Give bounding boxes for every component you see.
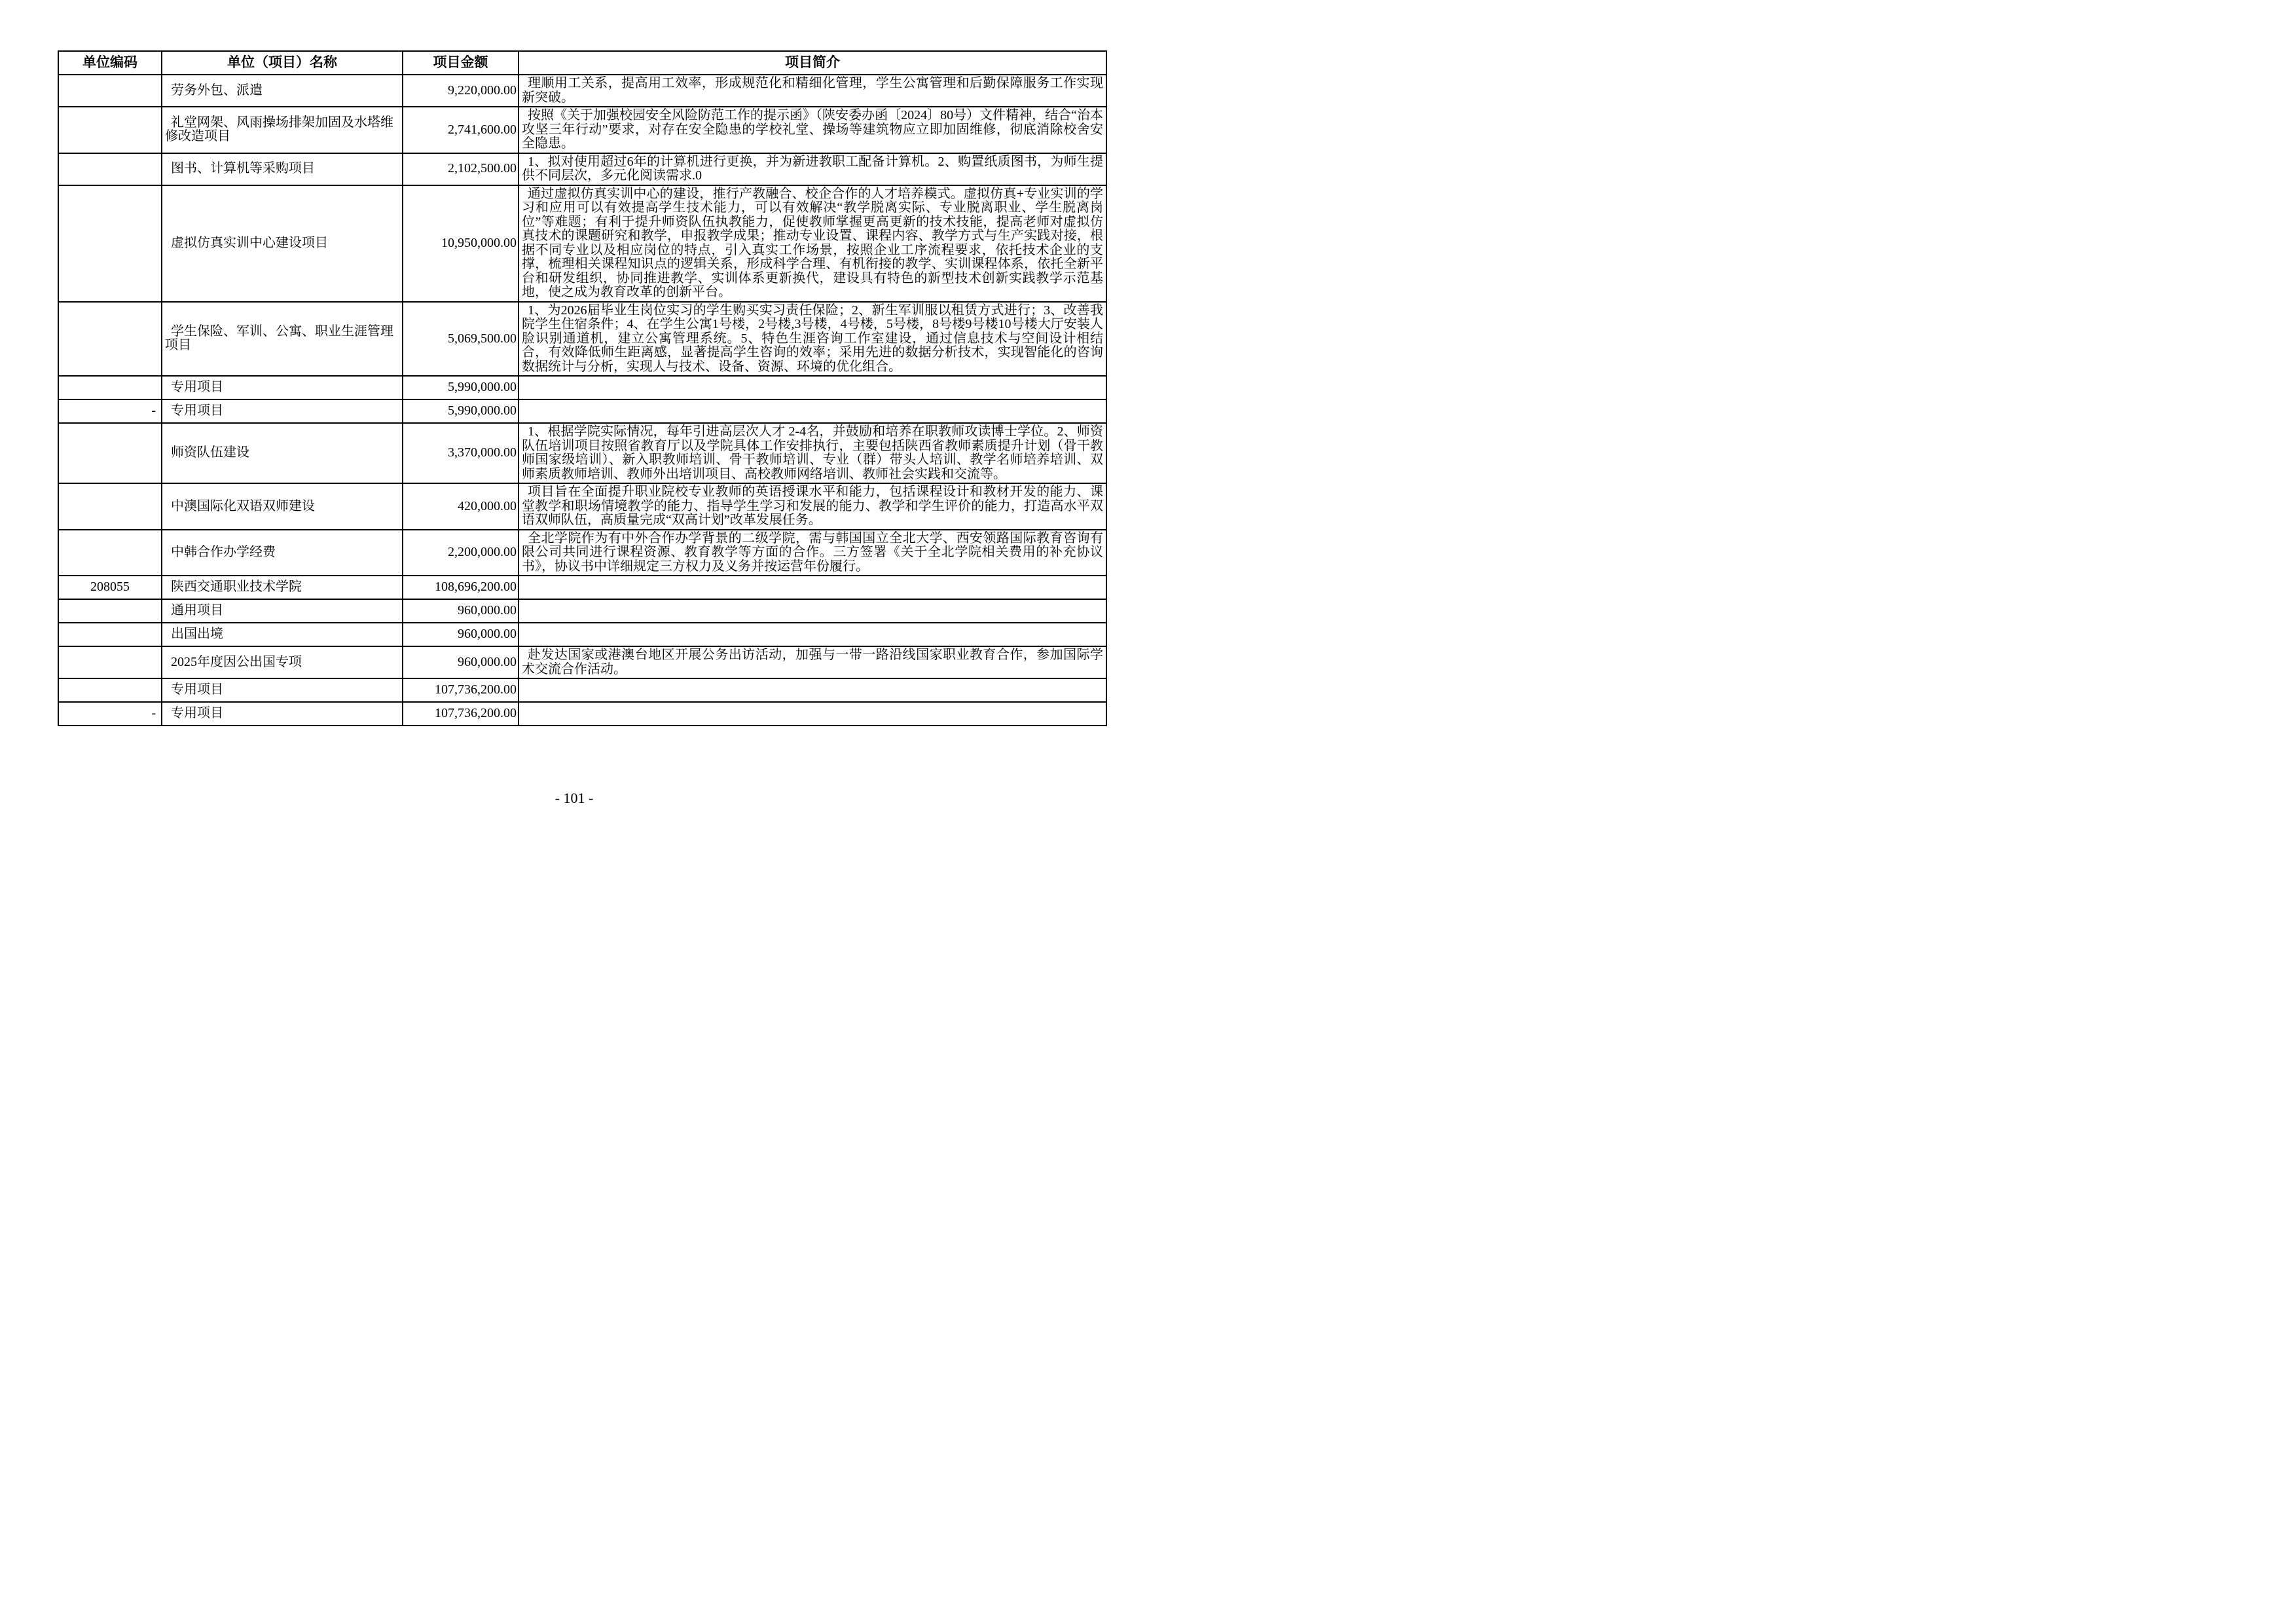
cell-project-amount: 2,102,500.00 [403, 153, 519, 185]
table-row [58, 576, 1106, 599]
cell-unit-project-name: 专用项目 [162, 376, 403, 399]
cell-project-description: 项目旨在全面提升职业院校专业教师的英语授课水平和能力，包括课程设计和教材开发的能力、课堂教学和职场情境教学的能力、指导学生学习和发展的能力、教学和学生评价的能力，打造高水平双语双师队伍，高质量完成“双高计划”改革发展任务。 [519, 483, 1106, 530]
document-page [0, 0, 1148, 812]
cell-project-amount: 2,741,600.00 [403, 107, 519, 153]
cell-unit-code [58, 623, 162, 646]
cell-project-description [519, 376, 1106, 399]
cell-unit-code [58, 153, 162, 185]
cell-project-description: 赴发达国家或港澳台地区开展公务出访活动，加强与一带一路沿线国家职业教育合作，参加国际学术交流合作活动。 [519, 646, 1106, 678]
cell-project-description: 1、拟对使用超过6年的计算机进行更换，并为新进教职工配备计算机。2、购置纸质图书，为师生提供不同层次，多元化阅读需求.0 [519, 153, 1106, 185]
table-row [58, 599, 1106, 623]
cell-project-description: 1、为2026届毕业生岗位实习的学生购买实习责任保险；2、新生军训服以租赁方式进行；3、改善我院学生住宿条件；4、在学生公寓1号楼，2号楼,3号楼，4号楼，5号楼，8号楼9号楼10号楼大厅安装人脸识别通道机，建立公寓管理系统。5、特色生涯咨询工作室建设，通过信息技术与空间设计相结合，有效降低师生距离感，显著提高学生咨询的效率；采用先进的数据分析技术，实现智能化的咨询数据统计与分析，实现人与技术、设备、资源、环境的优化组合。 [519, 302, 1106, 377]
cell-project-description: 按照《关于加强校园安全风险防范工作的提示函》（陕安委办函〔2024〕80号）文件精神，结合“治本攻坚三年行动”要求，对存在安全隐患的学校礼堂、操场等建筑物应立即加固维修，彻底消除校舍安全隐患。 [519, 107, 1106, 153]
cell-unit-project-name: 陕西交通职业技术学院 [162, 576, 403, 599]
cell-project-amount: 420,000.00 [403, 483, 519, 530]
budget-project-table [58, 50, 1107, 726]
table-row [58, 646, 1106, 678]
cell-unit-project-name: 通用项目 [162, 599, 403, 623]
cell-unit-project-name: 中澳国际化双语双师建设 [162, 483, 403, 530]
cell-project-amount: 107,736,200.00 [403, 702, 519, 726]
table-row [58, 483, 1106, 530]
table-row [58, 75, 1106, 107]
cell-unit-code [58, 678, 162, 702]
table-row [58, 376, 1106, 399]
page-number: - 101 - [555, 790, 594, 806]
cell-project-amount: 960,000.00 [403, 599, 519, 623]
cell-unit-project-name: 专用项目 [162, 702, 403, 726]
table-row [58, 678, 1106, 702]
cell-project-description [519, 623, 1106, 646]
table-row [58, 530, 1106, 576]
header-project-amount: 项目金额 [403, 51, 519, 75]
cell-project-amount: 5,069,500.00 [403, 302, 519, 377]
cell-project-amount: 3,370,000.00 [403, 423, 519, 483]
cell-unit-code: 208055 [58, 576, 162, 599]
table-row [58, 702, 1106, 726]
cell-unit-code [58, 646, 162, 678]
cell-unit-project-name: 图书、计算机等采购项目 [162, 153, 403, 185]
cell-unit-code [58, 376, 162, 399]
cell-unit-project-name: 学生保险、军训、公寓、职业生涯管理项目 [162, 302, 403, 377]
table-row [58, 399, 1106, 423]
cell-project-amount: 960,000.00 [403, 623, 519, 646]
table-header-row [58, 51, 1106, 75]
table-row [58, 153, 1106, 185]
cell-unit-code [58, 302, 162, 377]
cell-project-description [519, 599, 1106, 623]
cell-project-description [519, 702, 1106, 726]
table-row [58, 185, 1106, 302]
cell-unit-project-name: 劳务外包、派遣 [162, 75, 403, 107]
header-unit-code: 单位编码 [58, 51, 162, 75]
cell-unit-project-name: 中韩合作办学经费 [162, 530, 403, 576]
cell-unit-code [58, 599, 162, 623]
cell-unit-code [58, 75, 162, 107]
cell-project-amount: 107,736,200.00 [403, 678, 519, 702]
cell-unit-code [58, 530, 162, 576]
cell-project-description: 1、根据学院实际情况，每年引进高层次人才 2-4名，并鼓励和培养在职教师攻读博士学位。2、师资队伍培训项目按照省教育厅以及学院具体工作安排执行，主要包括陕西省教师素质提升计划（骨干教师国家级培训）、新入职教师培训、骨干教师培训、专业（群）带头人培训、教学名师培养培训、双师素质教师培训、教师外出培训项目、高校教师网络培训、教师社会实践和交流等。 [519, 423, 1106, 483]
cell-project-amount: 2,200,000.00 [403, 530, 519, 576]
cell-unit-project-name: 专用项目 [162, 678, 403, 702]
table-header [58, 51, 1106, 75]
cell-unit-code [58, 423, 162, 483]
table-row [58, 302, 1106, 377]
cell-unit-project-name: 师资队伍建设 [162, 423, 403, 483]
table-row [58, 423, 1106, 483]
cell-unit-code: - [58, 399, 162, 423]
cell-unit-project-name: 虚拟仿真实训中心建设项目 [162, 185, 403, 302]
cell-project-amount: 108,696,200.00 [403, 576, 519, 599]
table-row [58, 623, 1106, 646]
header-unit-project-name: 单位（项目）名称 [162, 51, 403, 75]
cell-project-description: 理顺用工关系，提高用工效率，形成规范化和精细化管理，学生公寓管理和后勤保障服务工作实现新突破。 [519, 75, 1106, 107]
cell-project-amount: 960,000.00 [403, 646, 519, 678]
cell-unit-project-name: 出国出境 [162, 623, 403, 646]
cell-unit-code [58, 185, 162, 302]
cell-project-description [519, 678, 1106, 702]
cell-unit-code [58, 107, 162, 153]
table-row [58, 107, 1106, 153]
cell-unit-project-name: 专用项目 [162, 399, 403, 423]
cell-project-description [519, 576, 1106, 599]
cell-project-amount: 5,990,000.00 [403, 376, 519, 399]
header-project-description: 项目简介 [519, 51, 1106, 75]
cell-project-description [519, 399, 1106, 423]
cell-project-amount: 9,220,000.00 [403, 75, 519, 107]
cell-unit-code [58, 483, 162, 530]
cell-project-amount: 5,990,000.00 [403, 399, 519, 423]
table-body [58, 75, 1106, 726]
cell-project-description: 通过虚拟仿真实训中心的建设，推行产教融合、校企合作的人才培养模式。虚拟仿真+专业实训的学习和应用可以有效提高学生技术能力，可以有效解决“教学脱离实际、专业脱离职业、学生脱离岗位”等难题；有利于提升师资队伍执教能力，促使教师掌握更高更新的技术技能，提高老师对虚拟仿真技术的课题研究和教学，申报教学成果；推动专业设置、课程内容、教学方式与生产实践对接，根据不同专业以及相应岗位的特点，引入真实工作场景，按照企业工序流程要求，依托技术企业的支撑，梳理相关课程知识点的逻辑关系，形成科学合理、有机衔接的教学、实训课程体系，依托全新平台和研发组织，协同推进教学、实训体系更新换代，建设具有特色的新型技术创新实践教学示范基地，使之成为教育改革的创新平台。 [519, 185, 1106, 302]
cell-unit-code: - [58, 702, 162, 726]
cell-unit-project-name: 礼堂网架、风雨操场排架加固及水塔维修改造项目 [162, 107, 403, 153]
cell-project-description: 全北学院作为有中外合作办学背景的二级学院，需与韩国国立全北大学、西安领路国际教育咨询有限公司共同进行课程资源、教育教学等方面的合作。三方签署《关于全北学院相关费用的补充协议书》，协议书中详细规定三方权力及义务并按运营年份履行。 [519, 530, 1106, 576]
cell-unit-project-name: 2025年度因公出国专项 [162, 646, 403, 678]
cell-project-amount: 10,950,000.00 [403, 185, 519, 302]
